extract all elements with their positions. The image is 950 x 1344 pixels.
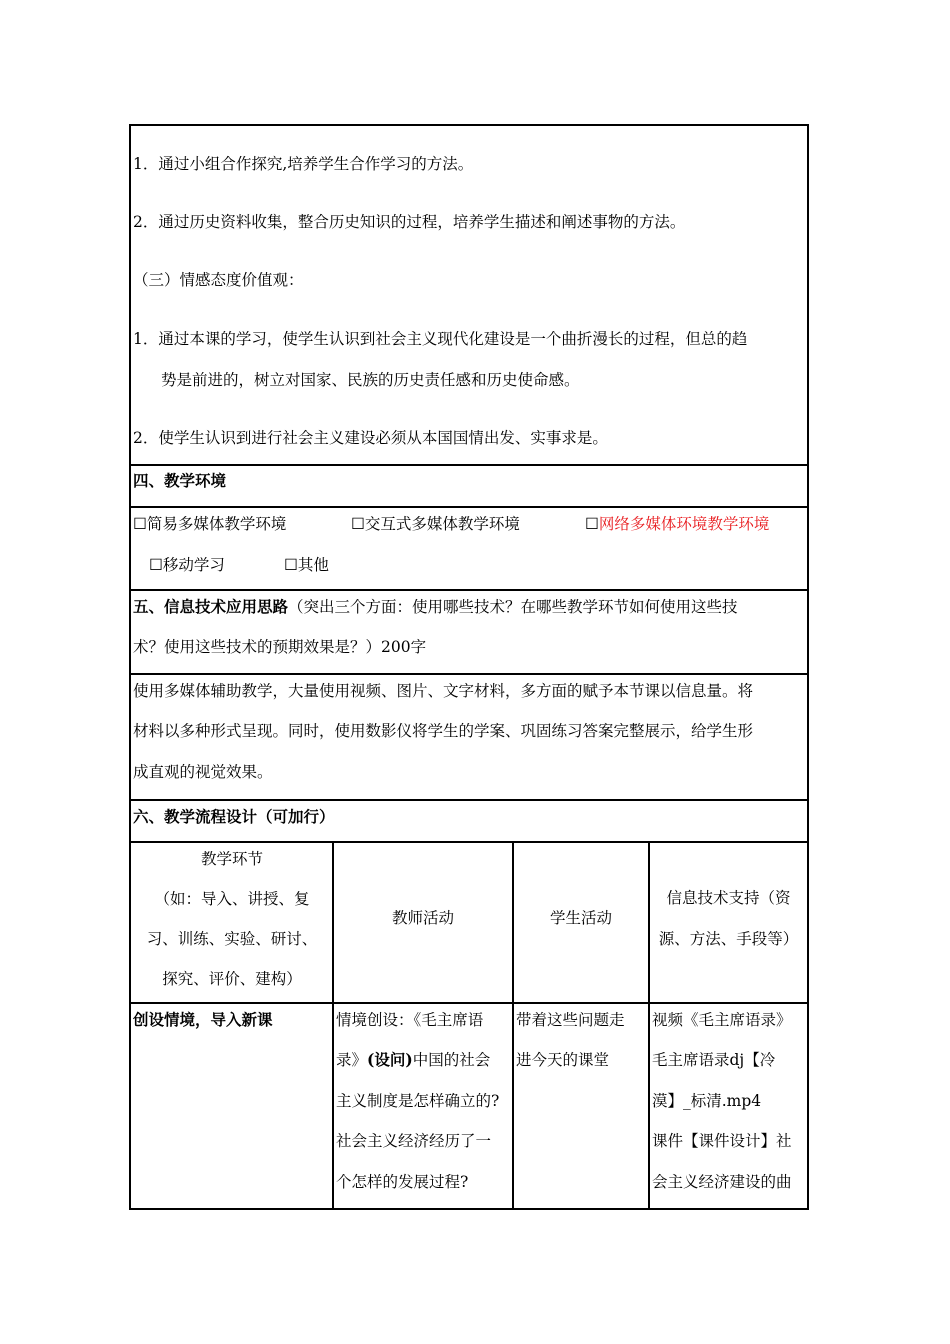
- header-stage: [131, 843, 333, 1002]
- emotion-heading: （三）情感态度价值观：: [133, 271, 304, 289]
- flow-row-1: [131, 1004, 807, 1210]
- header-student-label: 学生活动: [549, 909, 612, 927]
- row1-tech-line5: 会主义经济建设的曲: [652, 1173, 792, 1191]
- row1-tech-line1: 视频《毛主席语录》: [652, 1011, 792, 1029]
- section4-title: 四、教学环境: [133, 471, 227, 490]
- option-network-checkbox[interactable]: ☐: [585, 515, 599, 533]
- option-mobile-learning[interactable]: ☐移动学习: [149, 556, 225, 574]
- section6-title-row: [131, 801, 807, 843]
- row1-tech-line2: 毛主席语录dj【冷: [652, 1051, 776, 1069]
- section5-body-line3: 成直观的视觉效果。: [133, 763, 273, 781]
- header-student: [514, 843, 648, 1002]
- row1-tech-line4: 课件【课件设计】社: [652, 1132, 792, 1150]
- section4-options-row: [131, 508, 807, 591]
- row1-teacher-question-start: 中国的社会: [412, 1051, 491, 1069]
- section5-title-line2: 术？使用这些技术的预期效果是？）200字: [133, 638, 427, 656]
- section5-body-line2: 材料以多种形式呈现。同时，使用数影仪将学生的学案、巩固练习答案完整展示，给学生形: [133, 722, 754, 740]
- row1-student: [514, 1004, 648, 1210]
- emotion-item-1-line2: 势是前进的，树立对国家、民族的历史责任感和历史使命感。: [161, 371, 580, 389]
- emotion-item-1-line1: 1．通过本课的学习，使学生认识到社会主义现代化建设是一个曲折漫长的过程，但总的趋: [133, 330, 748, 348]
- row1-teacher-line1: 情境创设：《毛主席语: [336, 1011, 484, 1029]
- row1-student-line2: 进今天的课堂: [516, 1051, 610, 1069]
- row1-stage: [131, 1004, 333, 1210]
- header-tech: [650, 843, 807, 1002]
- objectives-block: [131, 126, 807, 466]
- section6-title: 六、教学流程设计（可加行）: [133, 807, 335, 826]
- section5-body-line1: 使用多媒体辅助教学，大量使用视频、图片、文字材料，多方面的赋予本节课以信息量。将: [133, 682, 754, 700]
- option-simple-multimedia[interactable]: ☐简易多媒体教学环境: [133, 515, 287, 533]
- option-interactive-multimedia[interactable]: ☐交互式多媒体教学环境: [351, 515, 520, 533]
- section5-title-desc: （突出三个方面：使用哪些技术？在哪些教学环节如何使用这些技: [288, 598, 738, 616]
- row1-tech-line3: 漠】_标清.mp4: [652, 1092, 762, 1110]
- lesson-plan-table: [129, 124, 809, 1210]
- header-teacher-label: 教师活动: [391, 909, 454, 927]
- row1-student-line1: 带着这些问题走: [516, 1011, 625, 1029]
- header-stage-line4: 探究、评价、建构）: [162, 970, 302, 988]
- method-item-1: 1．通过小组合作探究,培养学生合作学习的方法。: [133, 155, 474, 173]
- row1-stage-text: 创设情境，导入新课: [133, 1010, 273, 1029]
- flow-header-row: [131, 843, 807, 1004]
- option-network-label: 网络多媒体环境教学环境: [598, 515, 770, 533]
- row1-teacher-quote-end: 录》: [336, 1051, 368, 1069]
- row1-teacher-line4: 社会主义经济经历了一: [336, 1132, 492, 1150]
- option-other[interactable]: ☐其他: [284, 556, 329, 574]
- row1-teacher-line5: 个怎样的发展过程?: [336, 1173, 469, 1191]
- section5-title: 五、信息技术应用思路: [133, 597, 289, 616]
- method-item-2: 2．通过历史资料收集，整合历史知识的过程，培养学生描述和阐述事物的方法。: [133, 213, 686, 231]
- section5-title-row: [131, 591, 807, 675]
- header-tech-line1: 信息技术支持（资: [666, 889, 791, 907]
- section4-title-row: [131, 466, 807, 508]
- section5-body-row: [131, 675, 807, 801]
- row1-tech: [650, 1004, 807, 1210]
- option-network-multimedia[interactable]: [585, 514, 769, 534]
- header-stage-line1: 教学环节: [200, 850, 263, 868]
- row1-teacher: [334, 1004, 512, 1210]
- emotion-item-2: 2．使学生认识到进行社会主义建设必须从本国国情出发、实事求是。: [133, 429, 608, 447]
- header-tech-line2: 源、方法、手段等）: [658, 930, 799, 948]
- row1-teacher-line2: [336, 1050, 512, 1070]
- header-teacher: [334, 843, 512, 1002]
- section5-title-line1: [133, 597, 738, 617]
- row1-teacher-question-tag: (设问): [367, 1050, 413, 1069]
- header-stage-line3: 习、训练、实验、研讨、: [146, 930, 318, 948]
- row1-teacher-line3: 主义制度是怎样确立的?: [336, 1092, 500, 1110]
- header-stage-line2: （如：导入、讲授、复: [154, 890, 310, 908]
